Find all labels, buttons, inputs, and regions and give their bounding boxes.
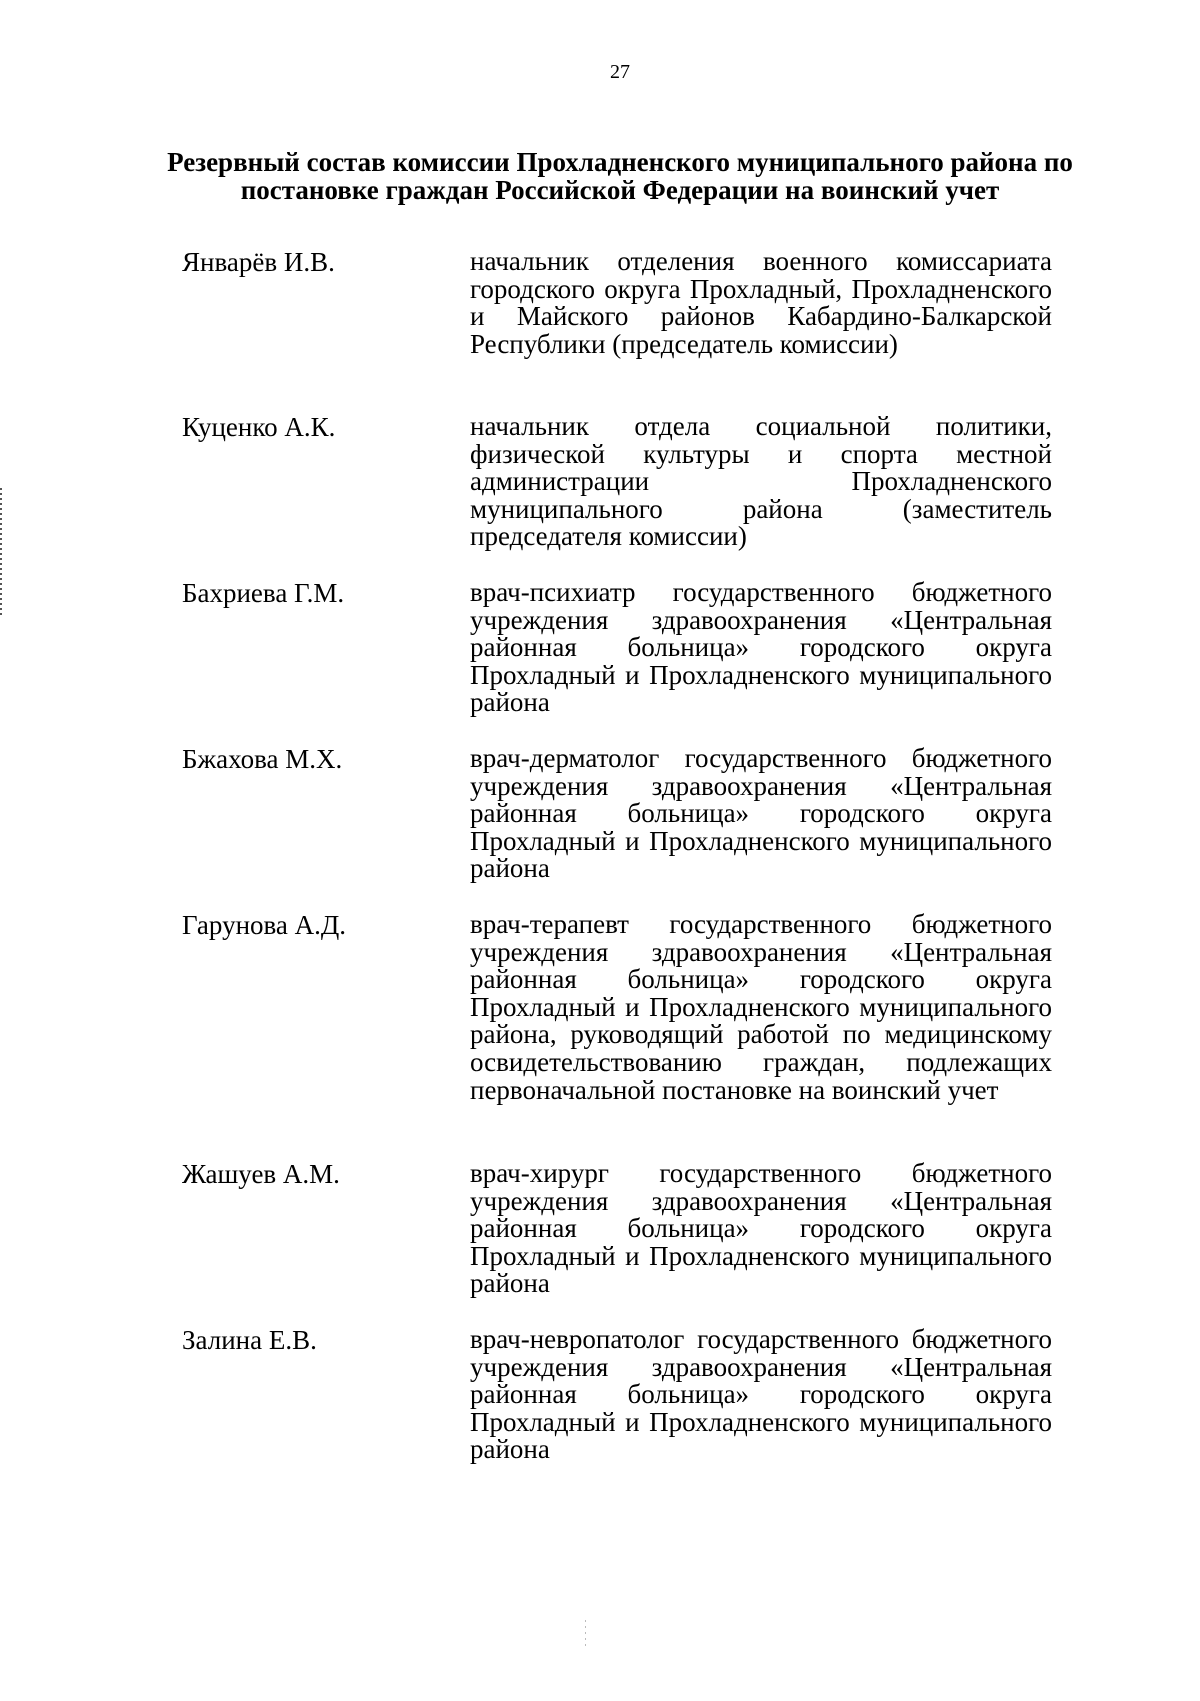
member-position: начальник отдела социальной политики, физической культуры и спорта местной администрации Прохладненского муниципального района (заместитель председателя комиссии): [470, 411, 1052, 552]
member-position: врач-психиатр государственного бюджетного учреждения здравоохранения «Центральная районная больница» городского округа Прохладный и Прохладненского муниципального района: [470, 577, 1052, 718]
member-position: начальник отделения военного комиссариата городского округа Прохладный, Прохладненского и Майского районов Кабардино-Балкарской Республики (председатель комиссии): [470, 246, 1052, 359]
page-number: 27: [610, 61, 630, 83]
member-name: Залина Е.В.: [182, 1325, 317, 1355]
member-position: врач-терапевт государственного бюджетного учреждения здравоохранения «Центральная районная больница» городского округа Прохладный и Прохладненского муниципального района, руководящий работой по медицинскому освидетельствованию граждан, подлежащих первоначальной постановке на воинский учет: [470, 909, 1052, 1105]
member-position: врач-невропатолог государственного бюджетного учреждения здравоохранения «Центральная районная больница» городского округа Прохладный и Прохладненского муниципального района: [470, 1324, 1052, 1465]
scan-edge-mark: [0, 488, 2, 618]
member-name: Куценко А.К.: [182, 412, 336, 442]
member-name: Январёв И.В.: [182, 247, 335, 277]
document-title: Резервный состав комиссии Прохладненского муниципального района по постановке граждан Российской Федерации на воинский учет: [167, 147, 1073, 205]
member-name: Бахриева Г.М.: [182, 578, 345, 608]
scan-artifact: [585, 1620, 586, 1650]
member-name: Гарунова А.Д.: [182, 910, 347, 940]
member-name: Жашуев А.М.: [182, 1159, 340, 1189]
member-position: врач-хирург государственного бюджетного учреждения здравоохранения «Центральная районная больница» городского округа Прохладный и Прохладненского муниципального района: [470, 1158, 1052, 1299]
member-name: Бжахова М.Х.: [182, 744, 343, 774]
member-position: врач-дерматолог государственного бюджетного учреждения здравоохранения «Центральная районная больница» городского округа Прохладный и Прохладненского муниципального района: [470, 743, 1052, 884]
